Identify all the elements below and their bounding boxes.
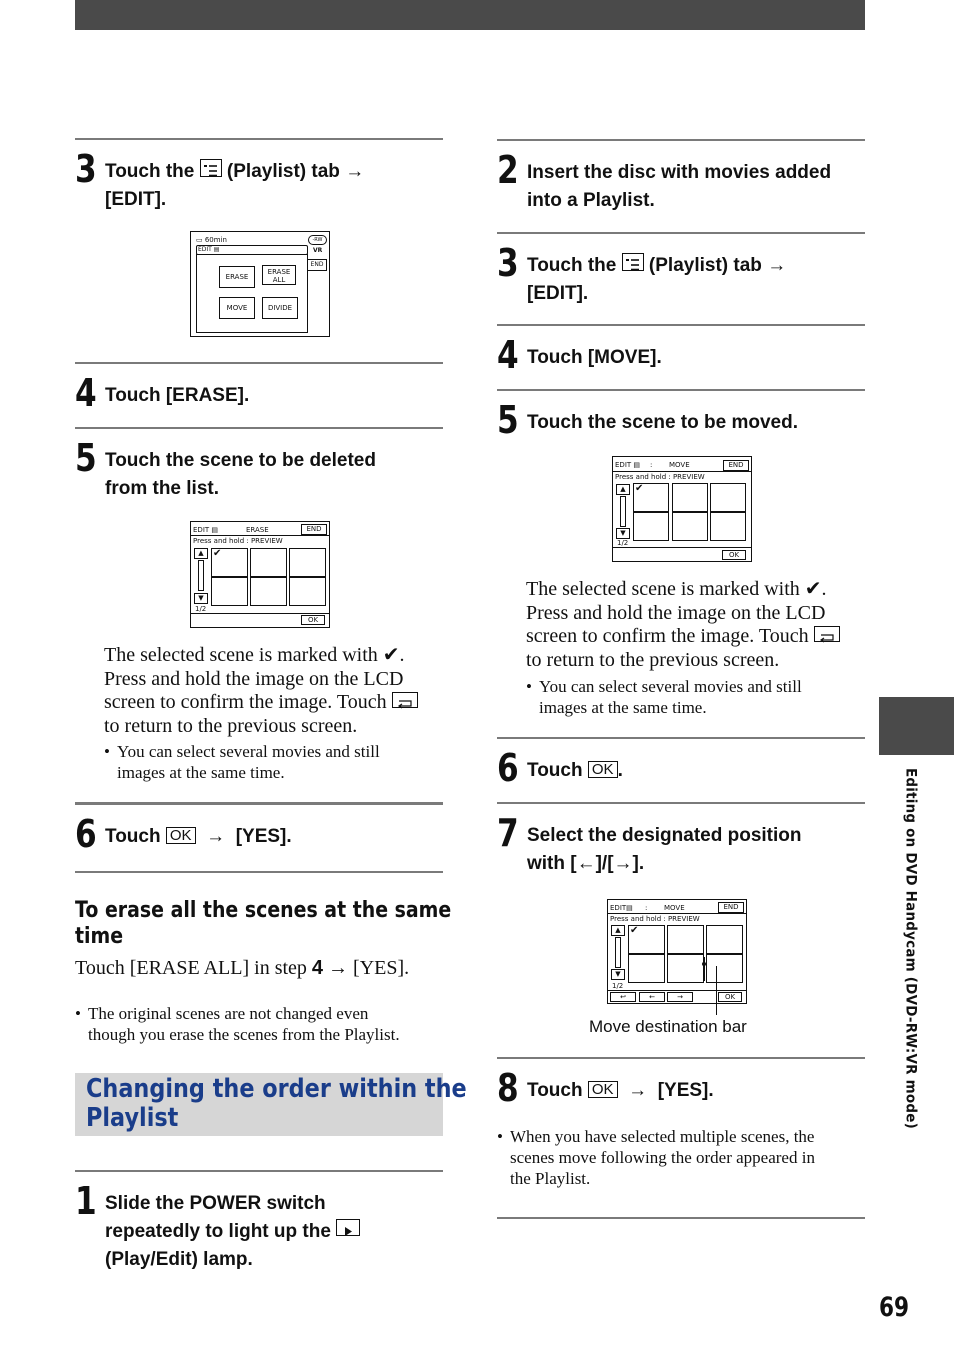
- ok-key: OK: [588, 1081, 618, 1098]
- end-button[interactable]: END: [718, 902, 744, 913]
- scroll-down-button[interactable]: ▼: [194, 593, 208, 604]
- scene-thumbnail[interactable]: [289, 548, 326, 577]
- divider: [497, 324, 865, 326]
- divider: [497, 1217, 865, 1219]
- divider: [75, 427, 443, 429]
- note-bullet: • The original scenes are not changed even though you erase the scenes from the Playlist.: [75, 1004, 400, 1044]
- divider: [497, 389, 865, 391]
- erase-all-instruction: Touch [ERASE ALL] in step 4 → [YES].: [75, 957, 410, 979]
- section-tab-label: Editing on DVD Handycam (DVD-RW:VR mode): [903, 768, 920, 1129]
- note-bullet: • You can select several movies and still images at the same time.: [104, 742, 380, 782]
- subheading: To erase all the scenes at the same time: [75, 898, 452, 949]
- arrow-icon: →: [206, 826, 226, 847]
- note-bullet: • You can select several movies and still images at the same time.: [526, 677, 802, 717]
- scroll-up-button[interactable]: ▲: [194, 548, 208, 559]
- section-banner: Changing the order within the Playlist: [75, 1073, 443, 1136]
- end-button[interactable]: END: [301, 524, 327, 535]
- divider: [75, 362, 443, 364]
- step-text: Touch [ERASE].: [105, 385, 250, 406]
- scene-thumbnail[interactable]: [710, 483, 746, 512]
- mode-label: ERASE: [246, 526, 269, 534]
- page-indicator: 1/2: [617, 539, 629, 547]
- step-text: [EDIT].: [105, 189, 167, 210]
- step-number: 8: [497, 1066, 519, 1110]
- disc-icon: -RW: [308, 235, 327, 245]
- scene-thumbnail[interactable]: [250, 548, 287, 577]
- divider: [497, 802, 865, 804]
- scene-thumbnail[interactable]: [211, 577, 248, 606]
- lcd-edit-menu-screen: [190, 231, 330, 337]
- battery-indicator: ▭ 60min: [196, 236, 227, 244]
- ok-key: OK: [588, 761, 618, 778]
- scene-thumbnail[interactable]: [706, 954, 743, 983]
- scene-thumbnail[interactable]: ✔: [633, 483, 669, 512]
- preview-hint: Press and hold : PREVIEW: [193, 537, 283, 545]
- step-number: 4: [75, 371, 97, 415]
- scene-thumbnail[interactable]: [667, 954, 704, 983]
- step-number: 6: [75, 812, 97, 856]
- scene-thumbnail[interactable]: ✔: [211, 548, 248, 577]
- step-text: Touch the: [105, 161, 195, 182]
- step-text: Touch the scene to be moved.: [527, 412, 798, 433]
- scene-thumbnail[interactable]: [289, 577, 326, 606]
- scene-thumbnail[interactable]: [672, 512, 708, 541]
- erase-button[interactable]: ERASE: [219, 266, 255, 288]
- divide-button[interactable]: DIVIDE: [262, 297, 298, 319]
- edit-label: EDIT ▤: [615, 461, 640, 469]
- step-number: 6: [497, 746, 519, 790]
- ok-button[interactable]: OK: [301, 615, 325, 625]
- scroll-up-button[interactable]: ▲: [616, 484, 630, 495]
- step-text: from the list.: [105, 478, 220, 499]
- move-right-button[interactable]: →: [667, 992, 693, 1002]
- scrollbar[interactable]: [615, 937, 621, 968]
- edit-label: EDIT ▤: [198, 246, 220, 253]
- page-indicator: 1/2: [195, 605, 207, 613]
- step-number: 7: [497, 811, 519, 855]
- body-text: The selected scene is marked with ✔. Press and hold the image on the LCD screen to confirm the image. Touch to return to the previous screen.: [104, 644, 418, 738]
- figure-caption: Move destination bar: [589, 1017, 747, 1036]
- edit-label: EDIT▤: [610, 904, 633, 912]
- scene-thumbnail[interactable]: [628, 954, 665, 983]
- step-number: 3: [75, 147, 97, 191]
- step-number: 3: [497, 241, 519, 285]
- divider: [75, 871, 443, 873]
- page-number: 69: [879, 1292, 910, 1323]
- ok-button[interactable]: OK: [722, 550, 746, 560]
- preview-hint: Press and hold : PREVIEW: [610, 915, 700, 923]
- ok-key: OK: [166, 827, 196, 844]
- scene-thumbnail[interactable]: [710, 512, 746, 541]
- step-number: 5: [497, 398, 519, 442]
- scene-thumbnail[interactable]: [706, 925, 743, 954]
- body-text: The selected scene is marked with ✔. Press and hold the image on the LCD screen to confirm the image. Touch to return to the previous screen.: [526, 578, 840, 672]
- step-number: 4: [497, 333, 519, 377]
- return-icon: [814, 626, 840, 642]
- mode-label: MOVE: [664, 904, 685, 912]
- return-button[interactable]: ↩: [610, 992, 636, 1002]
- move-destination-bar: [703, 957, 705, 981]
- play-edit-icon: [336, 1219, 360, 1236]
- lcd-move-screen: EDIT ▤ : MOVE END Press and hold : PREVIEW ▲ ▼ ✔ 1/2 OK: [612, 456, 752, 562]
- callout-line: [716, 966, 717, 1015]
- erase-all-button[interactable]: ERASE ALL: [262, 265, 296, 285]
- scene-thumbnail[interactable]: [250, 577, 287, 606]
- lcd-erase-screen: [190, 521, 330, 628]
- divider: [75, 802, 443, 805]
- note-bullet: • When you have selected multiple scenes, the scenes move following the order appeared in the Playlist.: [497, 1127, 815, 1188]
- mode-label: MOVE: [669, 461, 690, 469]
- scene-thumbnail[interactable]: [633, 512, 669, 541]
- scroll-up-button[interactable]: ▲: [611, 925, 625, 936]
- section-tab-marker: [879, 697, 954, 755]
- vr-label: VR: [313, 247, 323, 254]
- step-text: (Playlist) tab: [226, 161, 340, 182]
- scrollbar[interactable]: [620, 496, 626, 527]
- divider: [497, 232, 865, 234]
- divider: [75, 138, 443, 140]
- step-number: 1: [75, 1179, 97, 1223]
- playlist-icon: [622, 253, 644, 271]
- divider: [75, 1170, 443, 1172]
- arrow-icon: →: [628, 1080, 648, 1101]
- step-number: 2: [497, 148, 519, 192]
- ok-button[interactable]: OK: [718, 992, 742, 1002]
- arrow-icon: →: [767, 255, 787, 276]
- arrow-icon: →: [345, 161, 365, 182]
- scroll-down-button[interactable]: ▼: [616, 528, 630, 539]
- preview-hint: Press and hold : PREVIEW: [615, 473, 705, 481]
- scene-thumbnail[interactable]: [667, 925, 704, 954]
- move-left-button[interactable]: ←: [639, 992, 665, 1002]
- end-button[interactable]: END: [723, 460, 749, 471]
- divider: [497, 1057, 865, 1059]
- step-number: 5: [75, 436, 97, 480]
- scene-thumbnail[interactable]: ✔: [628, 925, 665, 954]
- scene-thumbnail[interactable]: [672, 483, 708, 512]
- lcd-move-destination-screen: EDIT▤ : MOVE END Press and hold : PREVIEW ▲ ▼ ✔ 1/2 ↩ ← → OK: [607, 899, 747, 1004]
- header-bar: [75, 0, 865, 30]
- edit-label: EDIT ▤: [193, 526, 218, 534]
- move-button[interactable]: MOVE: [219, 297, 255, 319]
- divider: [497, 139, 865, 141]
- return-icon: [392, 692, 418, 708]
- scroll-down-button[interactable]: ▼: [611, 969, 625, 980]
- divider: [497, 737, 865, 739]
- end-button[interactable]: END: [307, 259, 327, 271]
- step-text: Touch [MOVE].: [527, 347, 662, 368]
- page-indicator: 1/2: [612, 982, 624, 990]
- step-text: Touch the scene to be deleted: [105, 450, 376, 471]
- playlist-icon: [200, 159, 222, 177]
- scrollbar[interactable]: [198, 560, 204, 591]
